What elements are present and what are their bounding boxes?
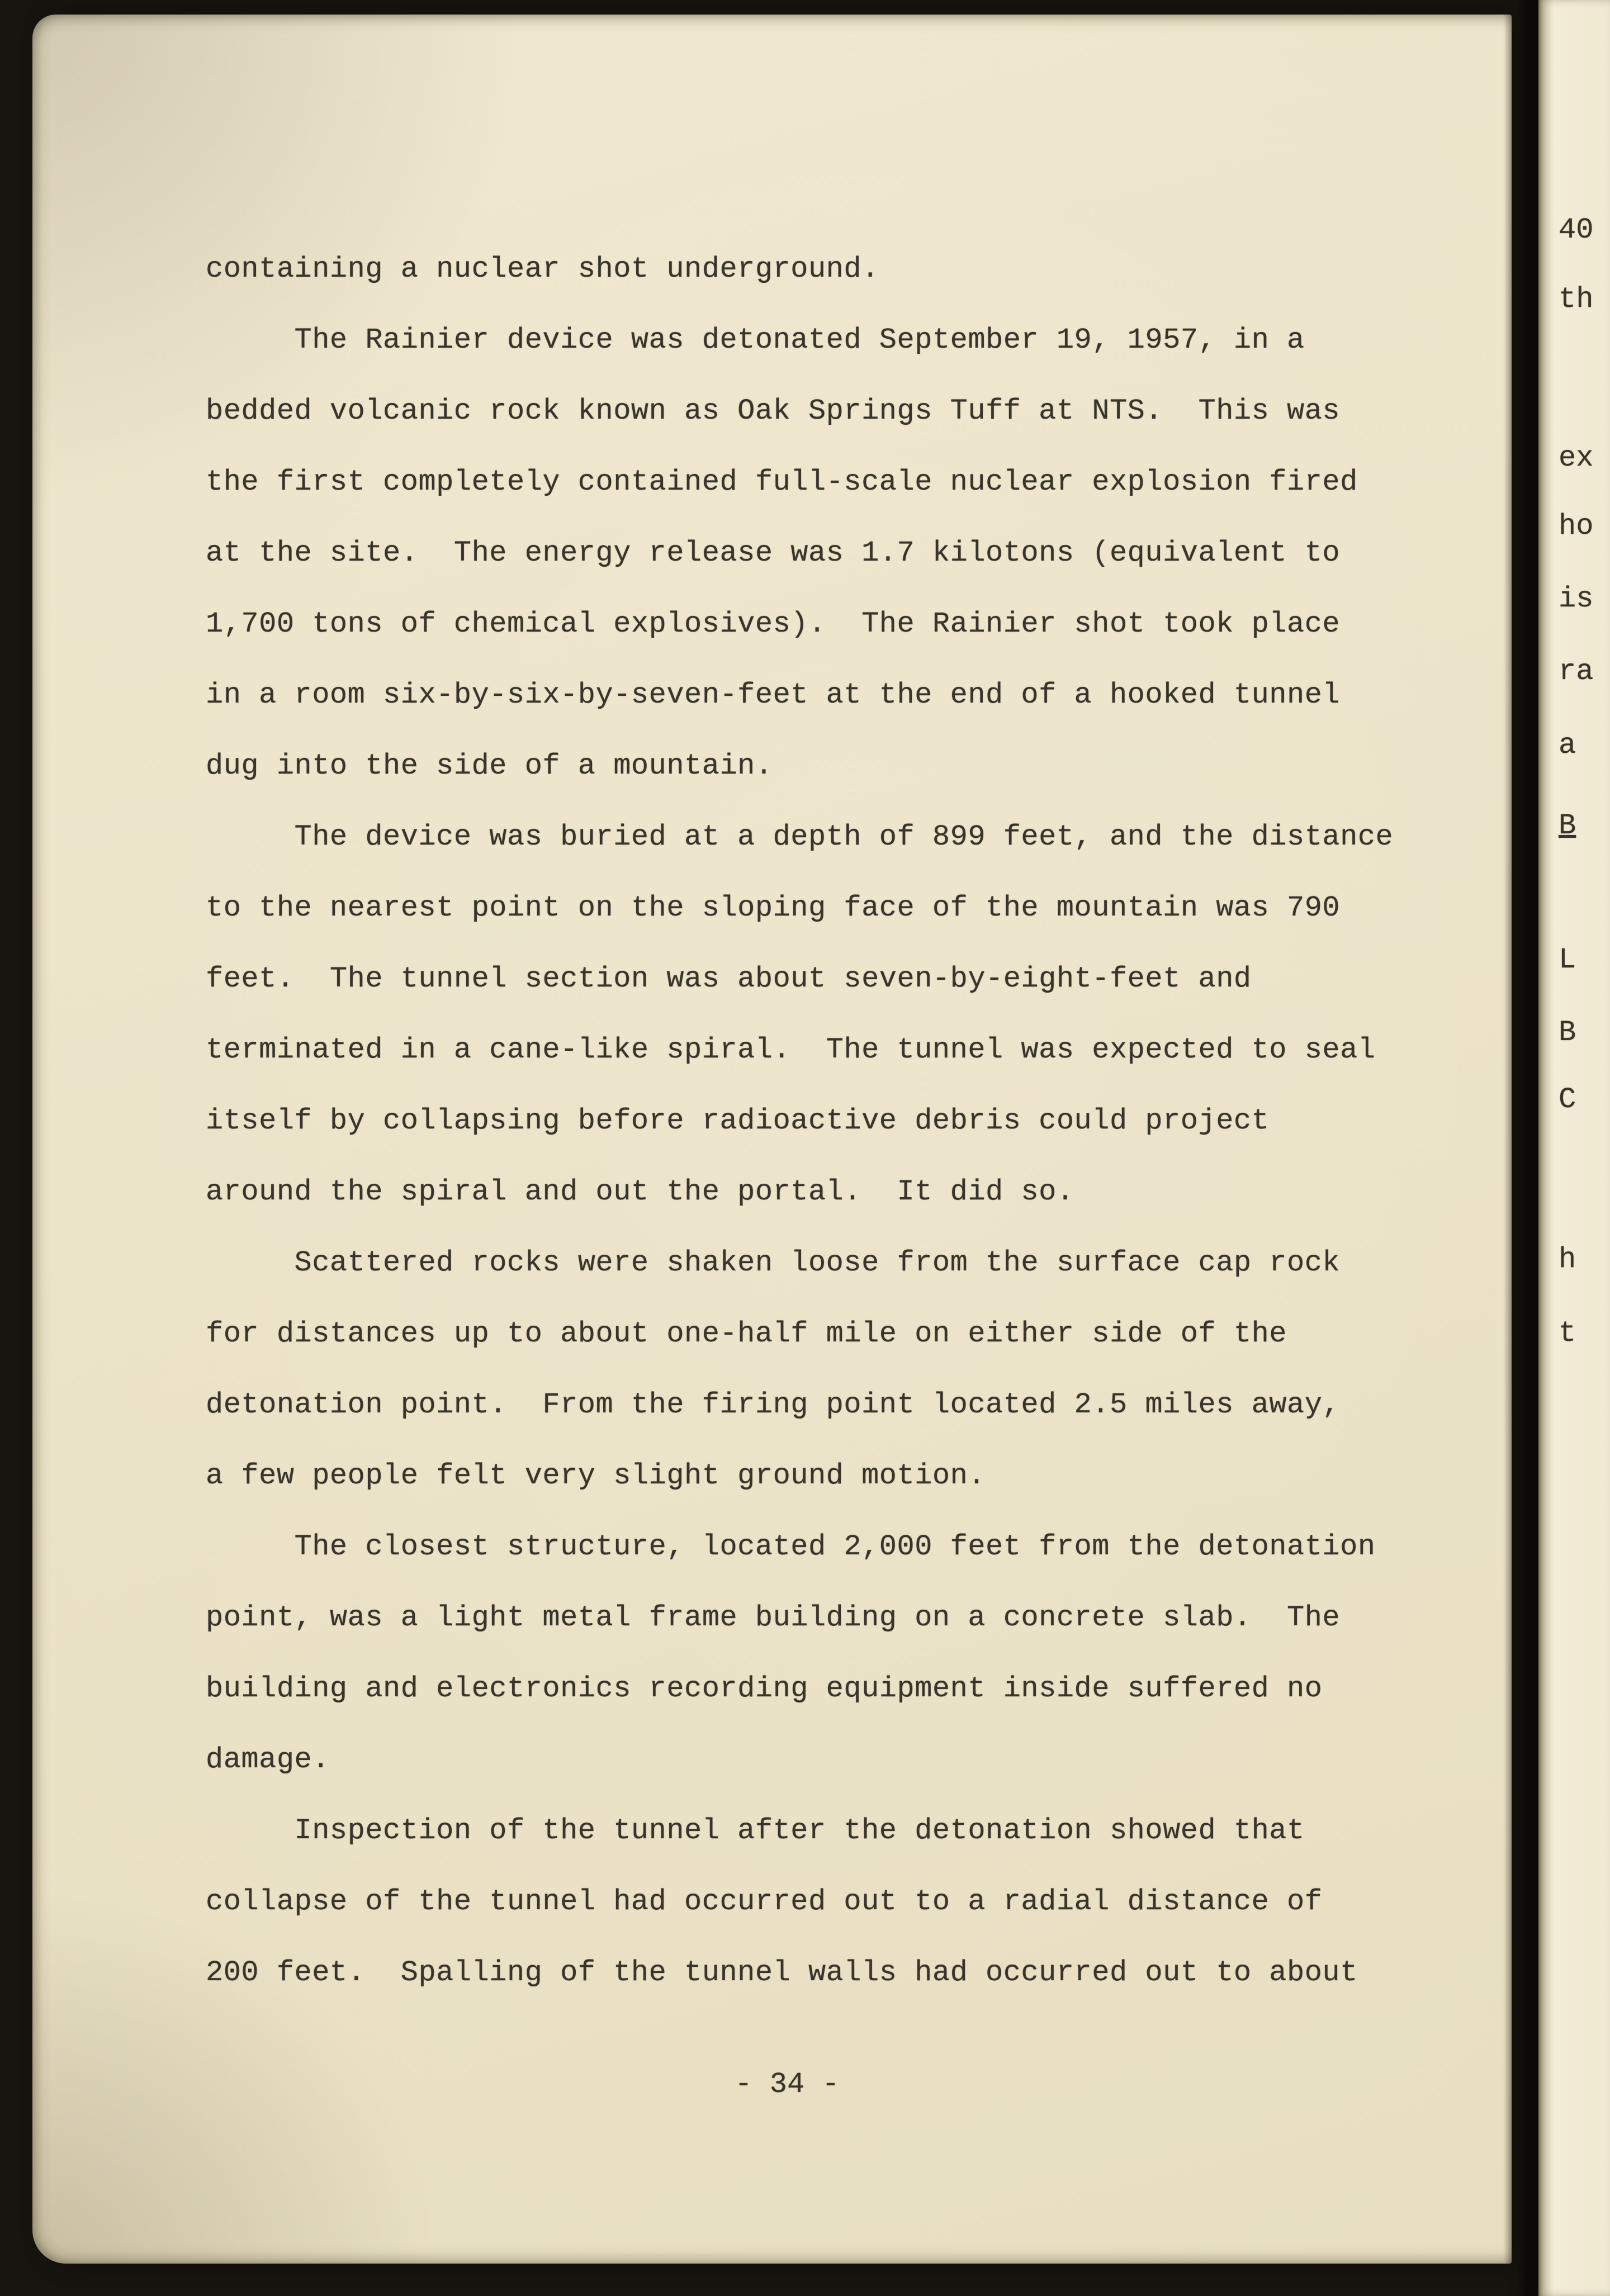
adjacent-page-fragment: C (1559, 1083, 1576, 1116)
adjacent-page-fragment: B (1559, 1016, 1576, 1049)
adjacent-page-fragment: h (1559, 1243, 1576, 1276)
page-gutter-shadow (1504, 0, 1543, 2296)
adjacent-page-fragment: th (1559, 283, 1594, 316)
adjacent-page-fragment-underlined: B (1559, 809, 1576, 842)
adjacent-page-fragment: ra (1559, 655, 1594, 688)
adjacent-page-fragment: t (1559, 1317, 1576, 1350)
adjacent-page-fragment: a (1559, 729, 1576, 762)
book-page (32, 15, 1512, 2264)
adjacent-page-fragment: is (1559, 582, 1594, 615)
adjacent-page-fragment: ex (1559, 442, 1594, 475)
adjacent-page-fragment: L (1559, 943, 1576, 976)
page-number: - 34 - (735, 2068, 840, 2101)
page-body-text: containing a nuclear shot underground. The Rainier device was detonated September 19, 1957, in a bedded volcanic rock known as Oak Springs Tuff at NTS. This was the first completely contained full-scale nuclear explosion fired at the site. The energy release was 1.7 kilotons (equivalent to 1,700 tons of chemical explosives). The Rainier shot took place in a room six-by-six-by-seven-feet at the end of a hooked tunnel dug into the side of a mountain. The device was buried at a depth of 899 feet, and the distance to the nearest point on the sloping face of the mountain was 790 feet. The tunnel section was about seven-by-eight-feet and terminated in a cane-like spiral. The tunnel was expected to seal itself by collapsing before radioactive debris could project around the spiral and out the portal. It did so. Scattered rocks were shaken loose from the surface cap rock for distances up to about one-half mile on either side of the detonation point. From the firing point located 2.5 miles away, a few people felt very slight ground motion. The closest structure, located 2,000 feet from the detonation point, was a light metal frame building on a concrete slab. The building and electronics recording equipment inside suffered no damage. Inspection of the tunnel after the detonation showed that collapse of the tunnel had occurred out to a radial distance of 200 feet. Spalling of the tunnel walls had occurred out to about (206, 253, 1394, 1989)
adjacent-page-fragment: ho (1559, 510, 1594, 543)
adjacent-page-edge (1538, 0, 1610, 2296)
adjacent-page-fragment: 40 (1559, 214, 1594, 246)
